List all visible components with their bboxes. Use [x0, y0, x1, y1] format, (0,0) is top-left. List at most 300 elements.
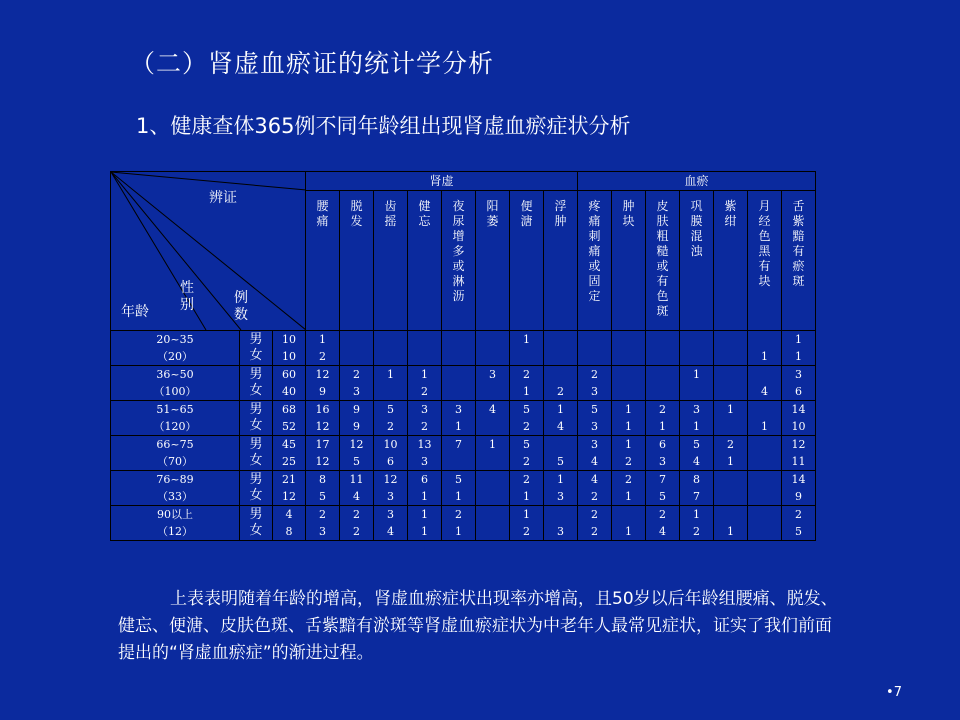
female-value: 11 [791, 455, 806, 468]
female-value: 3 [659, 455, 666, 468]
male-value: 1 [387, 368, 394, 381]
symptom-cell [782, 436, 816, 471]
male-value: 2 [795, 508, 802, 521]
male-value: 2 [591, 368, 598, 381]
male-value: 3 [387, 508, 394, 521]
symptom-cell [748, 366, 782, 401]
male-value: 1 [319, 333, 326, 346]
male-value [476, 331, 509, 348]
group-header-0: 肾虚 [306, 172, 578, 191]
male-value: 1 [421, 368, 428, 381]
age-group-cell [111, 401, 240, 436]
female-value [442, 383, 475, 400]
female-value [714, 488, 747, 505]
male-value: 3 [693, 403, 700, 416]
symptom-col-label: 健忘 [418, 199, 431, 228]
symptom-cell [476, 331, 510, 366]
age-range: 36~50 [156, 368, 194, 381]
slide-number: •7 [886, 685, 902, 700]
male-value: 7 [455, 438, 462, 451]
symptom-cell [680, 401, 714, 436]
symptom-cell [646, 471, 680, 506]
symptom-cell [510, 471, 544, 506]
symptom-cell [442, 401, 476, 436]
symptom-col-header [782, 191, 816, 331]
count-cell [273, 331, 306, 366]
symptom-col-header [476, 191, 510, 331]
female-value: 1 [455, 420, 462, 433]
female-value [714, 383, 747, 400]
female-value [476, 523, 509, 540]
male-value [748, 471, 781, 488]
sex-male-label: 男 [249, 472, 263, 487]
symptom-cell [578, 436, 612, 471]
corner-header [111, 172, 306, 331]
symptom-cell [578, 366, 612, 401]
male-value: 1 [421, 508, 428, 521]
age-group-row [111, 366, 816, 401]
symptom-cell [680, 471, 714, 506]
symptom-cell [408, 331, 442, 366]
symptom-table [110, 171, 816, 541]
symptom-cell [408, 471, 442, 506]
symptom-col-header [510, 191, 544, 331]
male-value: 7 [659, 473, 666, 486]
female-count: 10 [282, 350, 296, 363]
symptom-col-label: 巩膜混浊 [690, 199, 703, 258]
male-value: 1 [727, 403, 734, 416]
male-value [544, 436, 577, 453]
symptom-cell [306, 506, 340, 541]
male-value: 1 [795, 333, 802, 346]
male-value [612, 331, 645, 348]
age-range: 66~75 [156, 438, 194, 451]
male-value: 1 [625, 438, 632, 451]
male-value [442, 331, 475, 348]
symptom-cell [646, 436, 680, 471]
female-value: 1 [523, 385, 530, 398]
female-value [714, 418, 747, 435]
male-value: 1 [625, 403, 632, 416]
symptom-cell [714, 366, 748, 401]
female-value [680, 348, 713, 365]
group-header-row [111, 172, 816, 191]
symptom-cell [442, 471, 476, 506]
symptom-cell [510, 366, 544, 401]
male-value: 1 [693, 368, 700, 381]
female-value [612, 383, 645, 400]
male-value: 2 [353, 368, 360, 381]
sex-male-label: 男 [249, 402, 263, 417]
male-value [646, 366, 679, 383]
symptom-col-label: 便溏 [520, 199, 533, 228]
male-count: 10 [282, 333, 296, 346]
symptom-cell [578, 471, 612, 506]
age-group-cell [111, 506, 240, 541]
female-value: 4 [659, 525, 666, 538]
male-value: 1 [557, 473, 564, 486]
male-value [578, 331, 611, 348]
symptom-cell [408, 506, 442, 541]
male-value: 3 [421, 403, 428, 416]
female-value: 9 [795, 490, 802, 503]
female-value [340, 348, 373, 365]
female-value: 3 [591, 420, 598, 433]
sex-male-label: 男 [249, 332, 263, 347]
age-group-row [111, 401, 816, 436]
male-value [714, 366, 747, 383]
male-value: 8 [693, 473, 700, 486]
female-value: 5 [319, 490, 326, 503]
conclusion-text: 上表表明随着年龄的增高，肾虚血瘀症状出现率亦增高，且50岁以后年龄组腰痛、脱发、健忘、便溏、皮肤色斑、舌紫黯有淤斑等肾虚血瘀症状为中老年人最常见症状，证实了我们前面提出的“肾虚血瘀症”的渐进过程。 [118, 589, 838, 663]
symptom-col-header [680, 191, 714, 331]
symptom-cell [544, 331, 578, 366]
symptom-col-header [408, 191, 442, 331]
female-value: 12 [315, 455, 330, 468]
female-value: 2 [625, 455, 632, 468]
symptom-cell [646, 331, 680, 366]
male-value [408, 331, 441, 348]
female-value: 4 [693, 455, 700, 468]
symptom-cell [714, 401, 748, 436]
female-value [748, 523, 781, 540]
count-cell [273, 436, 306, 471]
symptom-cell [612, 366, 646, 401]
male-value: 9 [353, 403, 360, 416]
female-value: 5 [353, 455, 360, 468]
male-value: 14 [791, 473, 806, 486]
female-value: 7 [693, 490, 700, 503]
count-cell [273, 401, 306, 436]
female-value [442, 453, 475, 470]
male-value: 2 [659, 508, 666, 521]
symptom-col-label: 阳萎 [486, 199, 499, 228]
age-total: （120） [153, 420, 197, 433]
sex-cell [240, 506, 273, 541]
female-value: 2 [523, 455, 530, 468]
female-value: 3 [353, 385, 360, 398]
male-value [748, 436, 781, 453]
symptom-cell [680, 506, 714, 541]
sex-cell [240, 471, 273, 506]
symptom-cell [612, 506, 646, 541]
female-value: 2 [693, 525, 700, 538]
female-value: 1 [795, 350, 802, 363]
female-value: 2 [421, 420, 428, 433]
female-value: 1 [761, 350, 768, 363]
symptom-cell [782, 506, 816, 541]
male-value: 11 [349, 473, 364, 486]
age-total: （70） [157, 455, 193, 468]
symptom-cell [646, 506, 680, 541]
male-value: 3 [795, 368, 802, 381]
symptom-col-label: 疼痛刺痛或固定 [588, 199, 601, 303]
male-value: 3 [489, 368, 496, 381]
female-value [646, 348, 679, 365]
female-value: 4 [761, 385, 768, 398]
symptom-cell [306, 436, 340, 471]
symptom-col-label: 紫绀 [724, 199, 737, 228]
female-value: 2 [319, 350, 326, 363]
age-group-cell [111, 331, 240, 366]
male-value: 5 [523, 438, 530, 451]
male-value [748, 401, 781, 418]
male-value [374, 331, 407, 348]
female-value: 1 [727, 525, 734, 538]
conclusion-paragraph [118, 586, 838, 667]
male-value: 13 [417, 438, 432, 451]
female-value: 1 [727, 455, 734, 468]
symptom-cell [544, 506, 578, 541]
sex-female-label: 女 [249, 348, 263, 363]
male-value [714, 331, 747, 348]
symptom-cell [340, 436, 374, 471]
male-value [748, 366, 781, 383]
symptom-cell [476, 436, 510, 471]
male-value: 5 [591, 403, 598, 416]
symptom-cell [782, 471, 816, 506]
male-value: 2 [659, 403, 666, 416]
female-value [408, 348, 441, 365]
symptom-cell [374, 506, 408, 541]
symptom-col-label: 肿块 [622, 199, 635, 228]
symptom-cell [544, 401, 578, 436]
female-value: 2 [353, 525, 360, 538]
female-value [476, 418, 509, 435]
symptom-cell [408, 366, 442, 401]
symptom-cell [408, 401, 442, 436]
symptom-cell [782, 401, 816, 436]
female-value [476, 453, 509, 470]
symptom-cell [680, 436, 714, 471]
symptom-cell [510, 436, 544, 471]
symptom-cell [782, 331, 816, 366]
male-value [680, 331, 713, 348]
symptom-col-label: 浮肿 [554, 199, 567, 228]
sex-male-label: 男 [249, 367, 263, 382]
male-value: 12 [383, 473, 398, 486]
symptom-cell [442, 366, 476, 401]
female-value: 1 [455, 490, 462, 503]
male-value [544, 506, 577, 523]
symptom-cell [340, 331, 374, 366]
symptom-cell [544, 471, 578, 506]
male-value [612, 366, 645, 383]
symptom-cell [306, 471, 340, 506]
age-group-cell [111, 366, 240, 401]
male-value: 5 [387, 403, 394, 416]
symptom-cell [612, 331, 646, 366]
symptom-cell [340, 506, 374, 541]
female-value: 1 [455, 525, 462, 538]
male-value: 2 [523, 368, 530, 381]
symptom-col-header [306, 191, 340, 331]
symptom-cell [442, 506, 476, 541]
female-value [714, 348, 747, 365]
male-value: 5 [523, 403, 530, 416]
symptom-cell [442, 331, 476, 366]
sex-cell [240, 401, 273, 436]
male-value: 1 [489, 438, 496, 451]
male-count: 45 [282, 438, 296, 451]
symptom-cell [408, 436, 442, 471]
symptom-col-header [374, 191, 408, 331]
male-value: 3 [591, 438, 598, 451]
male-value [714, 471, 747, 488]
female-value [748, 488, 781, 505]
symptom-cell [748, 471, 782, 506]
symptom-cell [476, 401, 510, 436]
symptom-cell [544, 436, 578, 471]
symptom-cell [646, 401, 680, 436]
corner-label-sex: 性别 [180, 280, 194, 313]
symptom-col-header [544, 191, 578, 331]
symptom-cell [544, 366, 578, 401]
female-value: 1 [625, 420, 632, 433]
symptom-cell [510, 506, 544, 541]
symptom-cell [612, 436, 646, 471]
male-value [442, 366, 475, 383]
symptom-cell [476, 471, 510, 506]
female-value: 6 [795, 385, 802, 398]
male-value: 1 [693, 508, 700, 521]
symptom-cell [374, 401, 408, 436]
age-total: （33） [157, 490, 193, 503]
male-value: 17 [315, 438, 330, 451]
symptom-cell [510, 401, 544, 436]
age-group-cell [111, 436, 240, 471]
female-value [442, 348, 475, 365]
male-value [714, 506, 747, 523]
symptom-col-label: 齿摇 [384, 199, 397, 228]
sex-female-label: 女 [249, 383, 263, 398]
symptom-cell [578, 401, 612, 436]
female-value: 3 [319, 525, 326, 538]
symptom-cell [714, 331, 748, 366]
symptom-cell [578, 506, 612, 541]
symptom-cell [714, 436, 748, 471]
symptom-cell [680, 366, 714, 401]
female-value: 1 [659, 420, 666, 433]
age-group-row [111, 506, 816, 541]
male-value: 1 [523, 508, 530, 521]
sex-female-label: 女 [249, 418, 263, 433]
female-value [612, 348, 645, 365]
male-value: 2 [523, 473, 530, 486]
symptom-cell [646, 366, 680, 401]
age-range: 76~89 [156, 473, 194, 486]
male-count: 21 [282, 473, 296, 486]
female-value [374, 383, 407, 400]
female-value [476, 383, 509, 400]
female-value [578, 348, 611, 365]
symptom-cell [340, 366, 374, 401]
female-value: 2 [591, 525, 598, 538]
female-value [476, 348, 509, 365]
age-group-cell [111, 471, 240, 506]
female-value: 4 [591, 455, 598, 468]
female-value [544, 348, 577, 365]
symptom-col-label: 夜尿增多或淋沥 [452, 199, 465, 303]
symptom-cell [306, 331, 340, 366]
sex-male-label: 男 [249, 507, 263, 522]
symptom-cell [374, 366, 408, 401]
sex-cell [240, 436, 273, 471]
male-value: 2 [353, 508, 360, 521]
female-count: 8 [285, 525, 293, 538]
age-group-row [111, 436, 816, 471]
male-value: 12 [349, 438, 364, 451]
female-value: 4 [353, 490, 360, 503]
sex-female-label: 女 [249, 453, 263, 468]
sex-cell [240, 331, 273, 366]
symptom-cell [374, 436, 408, 471]
corner-label-syndrome: 辨证 [209, 190, 237, 206]
female-count: 40 [282, 385, 296, 398]
sex-cell [240, 366, 273, 401]
symptom-cell [476, 506, 510, 541]
male-value: 12 [791, 438, 806, 451]
female-value: 5 [795, 525, 802, 538]
male-value: 10 [383, 438, 398, 451]
female-value: 1 [421, 490, 428, 503]
sex-female-label: 女 [249, 488, 263, 503]
symptom-col-header [714, 191, 748, 331]
female-value: 2 [591, 490, 598, 503]
symptom-cell [306, 366, 340, 401]
symptom-cell [306, 401, 340, 436]
symptom-cell [714, 471, 748, 506]
male-count: 68 [282, 403, 296, 416]
symptom-col-label: 皮肤粗糙或有色斑 [656, 199, 669, 318]
symptom-cell [374, 331, 408, 366]
symptom-cell [748, 331, 782, 366]
male-value: 6 [659, 438, 666, 451]
sex-female-label: 女 [249, 523, 263, 538]
male-count: 4 [285, 508, 293, 521]
age-total: （12） [157, 525, 193, 538]
female-value: 4 [387, 525, 394, 538]
male-value: 4 [591, 473, 598, 486]
symptom-cell [510, 331, 544, 366]
age-range: 90以上 [157, 508, 193, 521]
symptom-cell [748, 506, 782, 541]
female-value [374, 348, 407, 365]
female-count: 12 [282, 490, 296, 503]
male-count: 60 [282, 368, 296, 381]
female-value: 2 [523, 525, 530, 538]
symptom-col-header [748, 191, 782, 331]
symptom-cell [476, 366, 510, 401]
male-value [646, 331, 679, 348]
corner-label-age: 年龄 [121, 304, 149, 320]
symptom-col-label: 舌紫黯有瘀斑 [792, 199, 805, 288]
female-value [510, 348, 543, 365]
symptom-cell [442, 436, 476, 471]
male-value: 8 [319, 473, 326, 486]
male-value [748, 331, 781, 348]
female-value: 10 [791, 420, 806, 433]
female-value: 1 [693, 420, 700, 433]
female-value: 2 [421, 385, 428, 398]
male-value: 2 [727, 438, 734, 451]
symptom-col-label: 腰痛 [316, 199, 329, 228]
symptom-cell [782, 366, 816, 401]
age-group-row [111, 331, 816, 366]
sex-male-label: 男 [249, 437, 263, 452]
symptom-cell [578, 331, 612, 366]
male-value: 6 [421, 473, 428, 486]
